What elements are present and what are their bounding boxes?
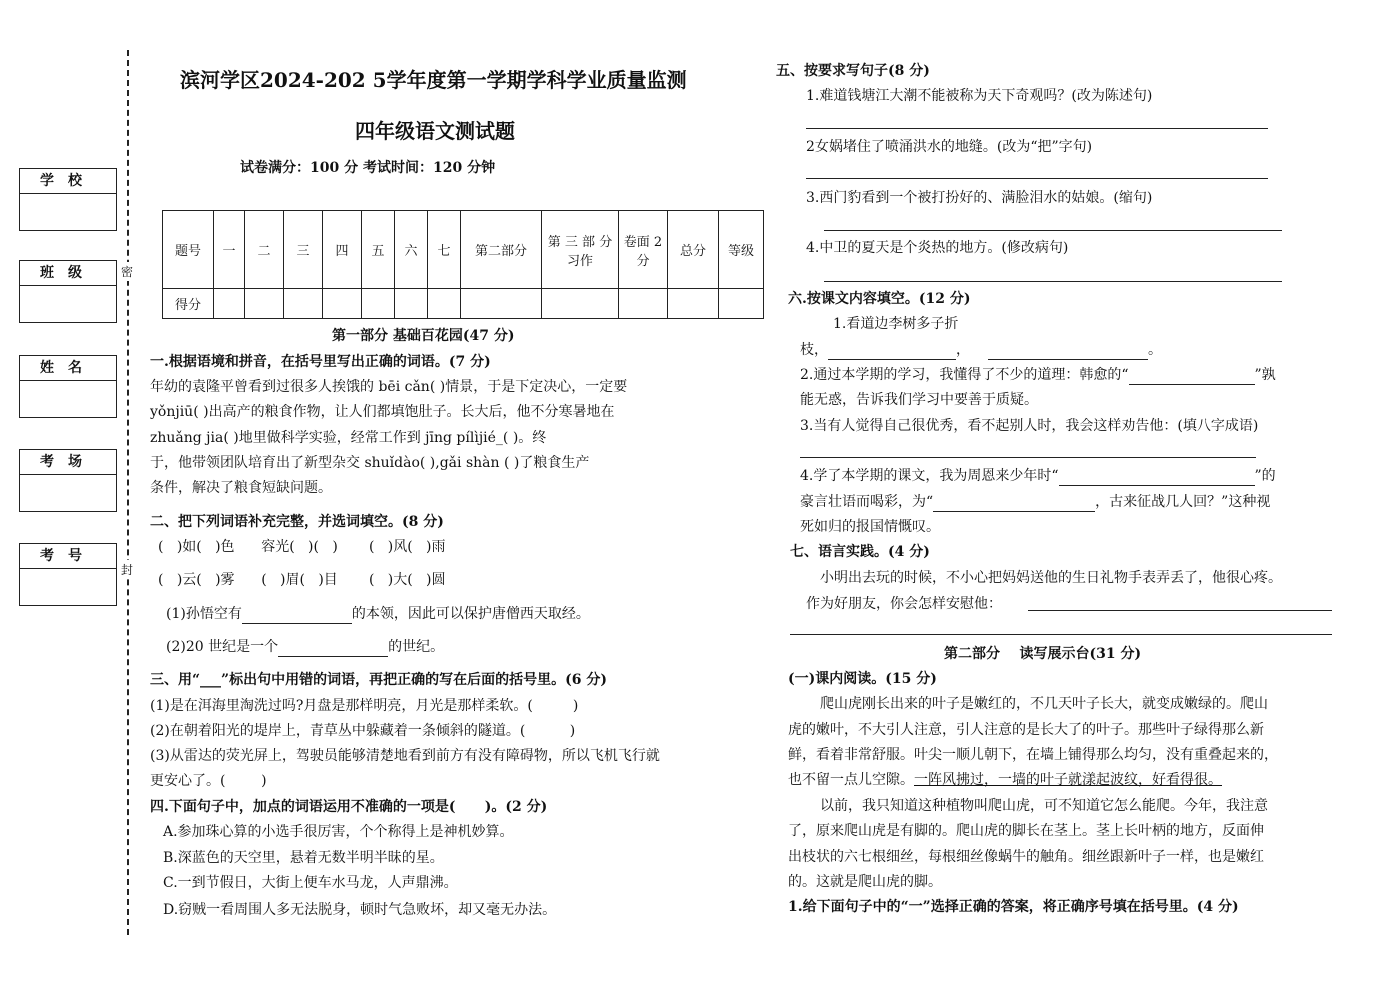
part2-heading: 第二部分 读写展示台(31 分) [944,646,1142,662]
score-header-cell: 二 [245,211,284,289]
class-label: 班级 [20,261,116,286]
binding-dashed-line [127,50,129,935]
q6-1-comma: ， [956,342,970,358]
seal-mark-feng: 封 [121,560,133,579]
score-cell[interactable] [214,289,245,319]
q2-s1-start: (1)孙悟空有 [166,606,242,622]
score-header-cell: 七 [428,211,461,289]
q7-line-2: 作为好朋友，你会怎样安慰他： [806,596,1002,612]
q2-s1-blank[interactable] [242,607,352,624]
q4-option-a: A.参加珠心算的小选手很厉害，个个称得上是神机妙算。 [163,824,514,840]
q2-s2-blank[interactable] [278,640,388,657]
q6-2-blank[interactable] [1129,368,1255,385]
q6-item-1-start: 1.看道边李树多子折 [833,316,959,332]
q5-answer-line-1[interactable] [806,128,1268,129]
score-header-cell: 四 [323,211,362,289]
q6-item-1 [800,340,1162,360]
score-cell[interactable] [719,289,764,319]
score-header-cell: 题号 [163,211,214,289]
score-cell[interactable] [245,289,284,319]
q2-title: 二、把下列词语补充完整，并选词填空。(8 分) [150,514,444,530]
q5-answer-line-3[interactable] [824,230,1282,231]
q3-line: 更安心了。( ) [150,773,267,789]
q6-item-2 [800,365,1276,385]
name-input[interactable] [20,381,116,417]
passage-underlined-sentence: 一阵风拂过，一墙的叶子就漾起波纹，好看得很。 [914,772,1222,788]
q3-title: 三、用“___”标出句中用错的词语，再把正确的写在后面的括号里。(6 分) [150,672,607,688]
q5-item-3: 3.西门豹看到一个被打扮好的、满脸泪水的姑娘。(缩句) [806,190,1153,206]
q7-answer-line-1[interactable] [1028,610,1332,611]
q5-item-4: 4.中卫的夏天是个炎热的地方。(修改病句) [806,240,1069,256]
passage-text: 也不留一点儿空隙。 [788,772,914,788]
q6-2-end: ”孰 [1254,367,1276,383]
score-cell[interactable] [395,289,428,319]
q7-line-1: 小明出去玩的时候，不小心把妈妈送他的生日礼物手表弄丢了，他很心疼。 [820,570,1282,586]
reading-title: (一)课内阅读。(15 分) [788,671,937,687]
exam-subtitle: 四年级语文测试题 [355,119,515,143]
q6-item-4-tail: 死如归的报国情慨叹。 [800,519,940,535]
q2-s2-start: (2)20 世纪是一个 [166,639,279,655]
score-header-cell: 等级 [719,211,764,289]
score-header-cell: 第 三 部 分习作 [542,211,619,289]
exam-meta: 试卷满分：100 分 考试时间：120 分钟 [240,160,496,176]
q6-4-text-b: 豪言壮语而喝彩，为“ [800,494,934,510]
q5-item-1: 1.难道钱塘江大潮不能被称为天下奇观吗？(改为陈述句) [806,88,1153,104]
school-field [19,168,117,231]
exam-room-input[interactable] [20,475,116,511]
q4-option-d: D.窃贼一看周围人多无法脱身，顿时气急败坏，却又毫无办法。 [163,902,557,918]
passage-line: 出枝状的六七根细丝，每根细丝像蜗牛的触角。细丝跟新叶子一样，也是嫩红 [788,849,1264,865]
q1-line: zhuǎng jia( )地里做科学实验，经常工作到 jīng pílìjié_( )。终 [150,430,547,446]
q3-line: (3)从雷达的荧光屏上，驾驶员能够清楚地看到前方有没有障碍物，所以飞机飞行就 [150,748,660,764]
seal-mark-mi: 密 [121,262,133,281]
q7-title: 七、语言实践。(4 分) [790,544,930,560]
q6-4-blank-b[interactable] [933,495,1095,512]
q4-option-c: C.一到节假日，大街上便车水马龙，人声鼎沸。 [163,875,458,891]
name-field [19,355,117,418]
q6-1-blank-b[interactable] [988,343,1148,360]
passage-line: 爬山虎刚长出来的叶子是嫩红的，不几天叶子长大，就变成嫩绿的。爬山 [820,696,1268,712]
q6-item-2-cont: 能无惑，告诉我们学习中要善于质疑。 [800,392,1038,408]
passage-line: 的。这就是爬山虎的脚。 [788,874,942,890]
passage-line: 鲜，看着非常舒服。叶尖一顺儿朝下，在墙上铺得那么均匀，没有重叠起来的， [788,747,1278,763]
q2-sentence-1 [166,604,590,624]
q6-4-mid: ”的 [1254,468,1276,484]
q2-sentence-2 [166,637,444,657]
passage-line: 了，原来爬山虎是有脚的。爬山虎的脚长在茎上。茎上长叶柄的地方，反面伸 [788,823,1264,839]
q1-title: 一.根据语境和拼音，在括号里写出正确的词语。(7 分) [150,354,491,370]
q6-4-end: ，古来征战几人回？”这种视 [1095,494,1271,510]
q4-option-b: B.深蓝色的天空里，悬着无数半明半昧的星。 [163,850,444,866]
score-header-cell: 五 [362,211,395,289]
q3-line: (2)在朝着阳光的堤岸上，青草丛中躲藏着一条倾斜的隧道。( ) [150,723,576,739]
class-field [19,260,117,323]
score-header-cell: 总分 [668,211,719,289]
q5-answer-line-4[interactable] [824,281,1282,282]
q1-line: 于，他带领团队培育出了新型杂交 shuǐdào( ),gǎi shàn ( )了粮食生产 [150,455,590,471]
score-cell[interactable] [428,289,461,319]
passage-line: 以前，我只知道这种植物叫爬山虎，可不知道它怎么能爬。今年，我注意 [820,798,1268,814]
exam-number-field [19,543,117,606]
q4-title: 四.下面句子中，加点的词语运用不准确的一项是( )。(2 分) [150,799,548,815]
q3-line: (1)是在洱海里淘洗过吗?月盘是那样明亮，月光是那样柔软。( ) [150,698,579,714]
score-header-cell: 一 [214,211,245,289]
q6-1-blank-a[interactable] [828,343,956,360]
score-cell[interactable] [619,289,668,319]
q2-idioms-row: ( )如( )色 容光( )( ) ( )风( )雨 [158,539,446,555]
q1-line: yǒnjiū( )出高产的粮食作物，让人们都填饱肚子。长大后，他不分寒暑地在 [150,404,615,420]
q1-line: 条件，解决了粮食短缺问题。 [150,480,332,496]
score-header-cell: 卷面 2分 [619,211,668,289]
q6-title: 六.按课文内容填空。(12 分) [788,291,971,307]
q6-2-text: 2.通过本学期的学习，我懂得了不少的道理：韩愈的“ [800,367,1129,383]
q6-1-period: 。 [1148,342,1162,358]
score-cell[interactable] [461,289,542,319]
score-table [162,210,764,319]
name-label: 姓名 [20,356,116,381]
score-cell[interactable] [284,289,323,319]
score-cell[interactable] [362,289,395,319]
exam-room-field [19,449,117,512]
score-cell[interactable] [668,289,719,319]
school-label: 学校 [20,169,116,194]
exam-room-label: 考场 [20,450,116,475]
score-header-cell: 六 [395,211,428,289]
score-header-cell: 三 [284,211,323,289]
score-cell[interactable] [323,289,362,319]
q6-4-text: 4.学了本学期的课文，我为周恩来少年时“ [800,468,1059,484]
q6-item-4 [800,466,1276,486]
q5-answer-line-2[interactable] [806,178,1268,179]
score-header-cell: 第二部分 [461,211,542,289]
score-cell[interactable] [542,289,619,319]
q6-1-text: 枝， [800,342,828,358]
q5-item-2: 2女娲堵住了喷涌洪水的地缝。(改为“把”字句) [806,139,1093,155]
reading-q1-title: 1.给下面句子中的“一”选择正确的答案，将正确序号填在括号里。(4 分) [788,899,1239,915]
q6-item-3: 3.当有人觉得自己很优秀，看不起别人时，我会这样劝告他：(填八字成语) [800,418,1259,434]
passage-line [788,770,1222,790]
part1-heading: 第一部分 基础百花园(47 分) [332,328,515,344]
q6-item-4-cont [800,492,1270,512]
school-input[interactable] [20,194,116,230]
class-input[interactable] [20,286,116,322]
q1-line: 年幼的袁隆平曾看到过很多人挨饿的 bēi cǎn( )情景，于是下定决心，一定要 [150,379,628,395]
score-row-label: 得分 [163,289,214,319]
q2-idioms-row: ( )云( )雾 ( )眉( )目 ( )大( )圆 [158,572,446,588]
exam-number-input[interactable] [20,569,116,605]
q6-3-answer-line[interactable] [800,457,1256,458]
q2-s2-end: 的世纪。 [388,639,445,655]
exam-title: 滨河学区2024-202 5学年度第一学期学科学业质量监测 [180,68,687,92]
exam-number-label: 考号 [20,544,116,569]
q5-title: 五、按要求写句子(8 分) [776,63,930,79]
passage-line: 虎的嫩叶，不大引人注意，引人注意的是长大了的叶子。那些叶子绿得那么新 [788,722,1264,738]
q2-s1-end: 的本领，因此可以保护唐僧西天取经。 [351,606,590,622]
q6-4-blank-a[interactable] [1059,469,1255,486]
q7-answer-line-2[interactable] [790,634,1332,635]
